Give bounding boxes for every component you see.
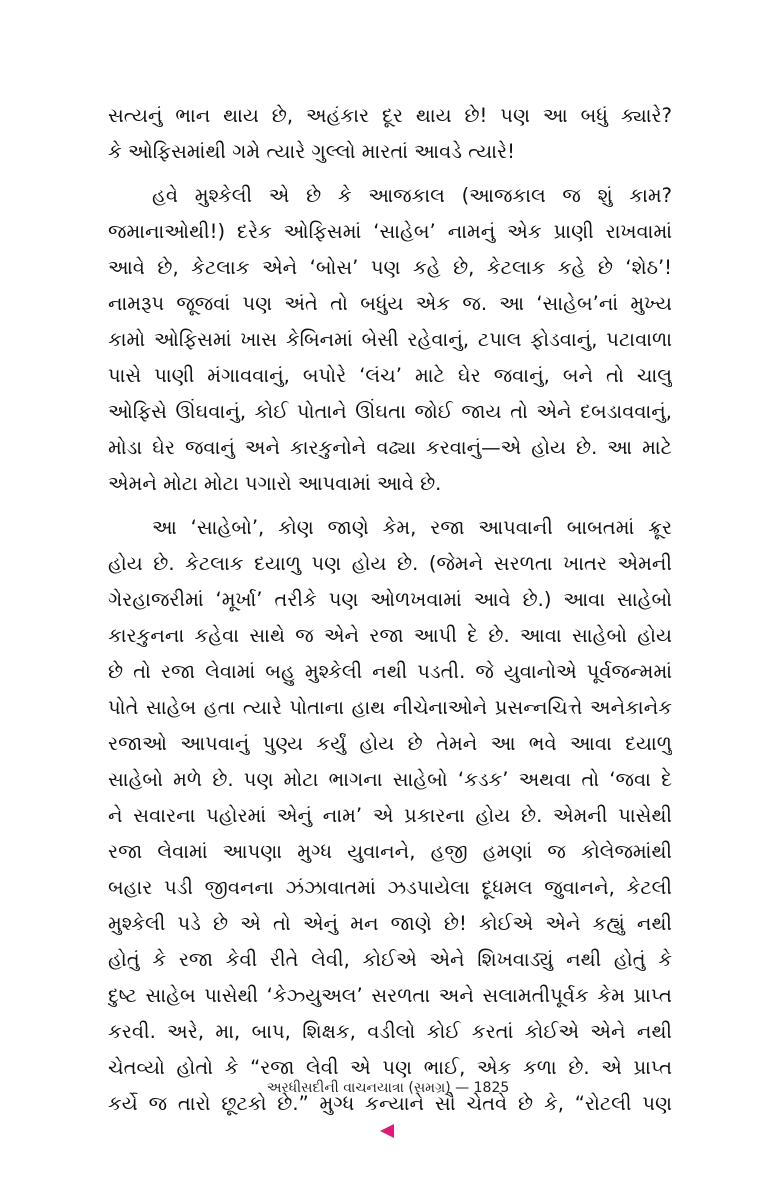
- text-line: એમને મોટા મોટા પગારો આપવામાં આવે છે.: [108, 472, 442, 495]
- text-line: છે તો રજા લેવામાં બહુ મુશ્કેલી નથી પડતી. જે યુવાનોએ પૂર્વજન્મમાં: [108, 660, 672, 683]
- text-line: રજા લેવામાં આપણા મુગ્ધ યુવાનને, હજી હમણાં જ કોલેજમાંથી: [108, 840, 672, 863]
- text-line: દુષ્ટ સાહેબ પાસેથી ‘કેઝ્યુઅલ’ સરળતા અને સલામતીપૂર્વક કેમ પ્રાપ્ત: [108, 984, 672, 1007]
- text-line: કર્યે જ તારો છૂટકો છે.” મુગ્ધ કન્યાને સૌ ચેતવે છે કે, “રોટલી પણ: [108, 1092, 672, 1115]
- text-line: જમાનાઓથી!) દરેક ઓફિસમાં ‘સાહેબ’ નામનું એક પ્રાણી રાખવામાં: [108, 220, 672, 243]
- text-line: મુશ્કેલી પડે છે એ તો એનું મન જાણે છે! કોઈએ એને કહ્યું નથી: [108, 912, 672, 935]
- text-line: બહાર પડી જીવનના ઝંઝાવાતમાં ઝડપાયેલા દૂધમલ જુવાનને, કેટલી: [108, 876, 672, 899]
- text-line: મોડા ઘેર જવાનું અને કારકુનોને વઢ્યા કરવાનું—એ હોય છે. આ માટે: [108, 436, 672, 459]
- text-line: નામરૂપ જૂજવાં પણ અંતે તો બધુંય એક જ. આ ‘સાહેબ’નાં મુખ્ય: [108, 292, 672, 315]
- text-line: સાહેબો મળે છે. પણ મોટા ભાગના સાહેબો ‘કડક’ અથવા તો ‘જવા દે: [108, 768, 672, 791]
- text-line: આ ‘સાહેબો’, કોણ જાણે કેમ, રજા આપવાની બાબતમાં ક્રૂર: [152, 516, 672, 539]
- text-line: હોય છે. કેટલાક દયાળુ પણ હોય છે. (જેમને સરળતા ખાતર એમની: [108, 552, 672, 575]
- text-line: કરવી. અરે, મા, બાપ, શિક્ષક, વડીલો કોઈ કરતાં કોઈએ એને નથી: [108, 1020, 672, 1043]
- page-body: [108, 98, 672, 1122]
- text-line: ગેરહાજરીમાં ‘મૂર્ખા’ તરીકે પણ ઓળખવામાં આવે છે.) આવા સાહેબો: [108, 588, 672, 611]
- text-line: કારકુનના કહેવા સાથે જ એને રજા આપી દે છે. આવા સાહેબો હોય: [108, 624, 672, 647]
- page-footer: અરધીસદીની વાચનયાત્રા (સમગ્ર) — 1825: [266, 1080, 510, 1096]
- text-line: ને સવારના પહોરમાં એનું નામ’ એ પ્રકારના હોય છે. એમની પાસેથી: [108, 804, 672, 827]
- text-line: કે ઓફિસમાંથી ગમે ત્યારે ગુલ્લો મારતાં આવડે ત્યારે!: [108, 140, 515, 163]
- text-line: હોતું કે રજા કેવી રીતે લેવી, કોઈએ એને શિખવાડ્યું નથી હોતું કે: [108, 948, 672, 971]
- triangle-left-icon[interactable]: [380, 1124, 394, 1138]
- text-line: પાસે પાણી મંગાવવાનું, બપોરે ‘લંચ’ માટે ઘેર જવાનું, બને તો ચાલુ: [108, 364, 672, 387]
- paragraph-1: [108, 98, 672, 170]
- paragraph-3: [108, 510, 672, 1122]
- paragraph-2: [108, 178, 672, 502]
- text-line: ચેતવ્યો હોતો કે “રજા લેવી એ પણ ભાઈ, એક કળા છે. એ પ્રાપ્ત: [108, 1056, 672, 1079]
- text-line: ઓફિસે ઊંઘવાનું, કોઈ પોતાને ઊંઘતા જોઈ જાય તો એને દબડાવવાનું,: [108, 400, 672, 423]
- text-line: કામો ઓફિસમાં ખાસ કેબિનમાં બેસી રહેવાનું, ટપાલ ફોડવાનું, પટાવાળા: [108, 328, 672, 351]
- text-line: રજાઓ આપવાનું પુણ્ય કર્યું હોય છે તેમને આ ભવે આવા દયાળુ: [108, 732, 672, 755]
- text-line: આવે છે, કેટલાક એને ‘બોસ’ પણ કહે છે, કેટલાક કહે છે ‘શેઠ’!: [108, 256, 672, 279]
- text-line: પોતે સાહેબ હતા ત્યારે પોતાના હાથ નીચેનાઓને પ્રસન્નચિત્તે અનેકાનેક: [108, 696, 672, 719]
- text-line: હવે મુશ્કેલી એ છે કે આજકાલ (આજકાલ જ શું કામ?: [152, 184, 672, 207]
- text-line: સત્યનું ભાન થાય છે, અહંકાર દૂર થાય છે! પણ આ બધું ક્યારે?: [108, 104, 672, 127]
